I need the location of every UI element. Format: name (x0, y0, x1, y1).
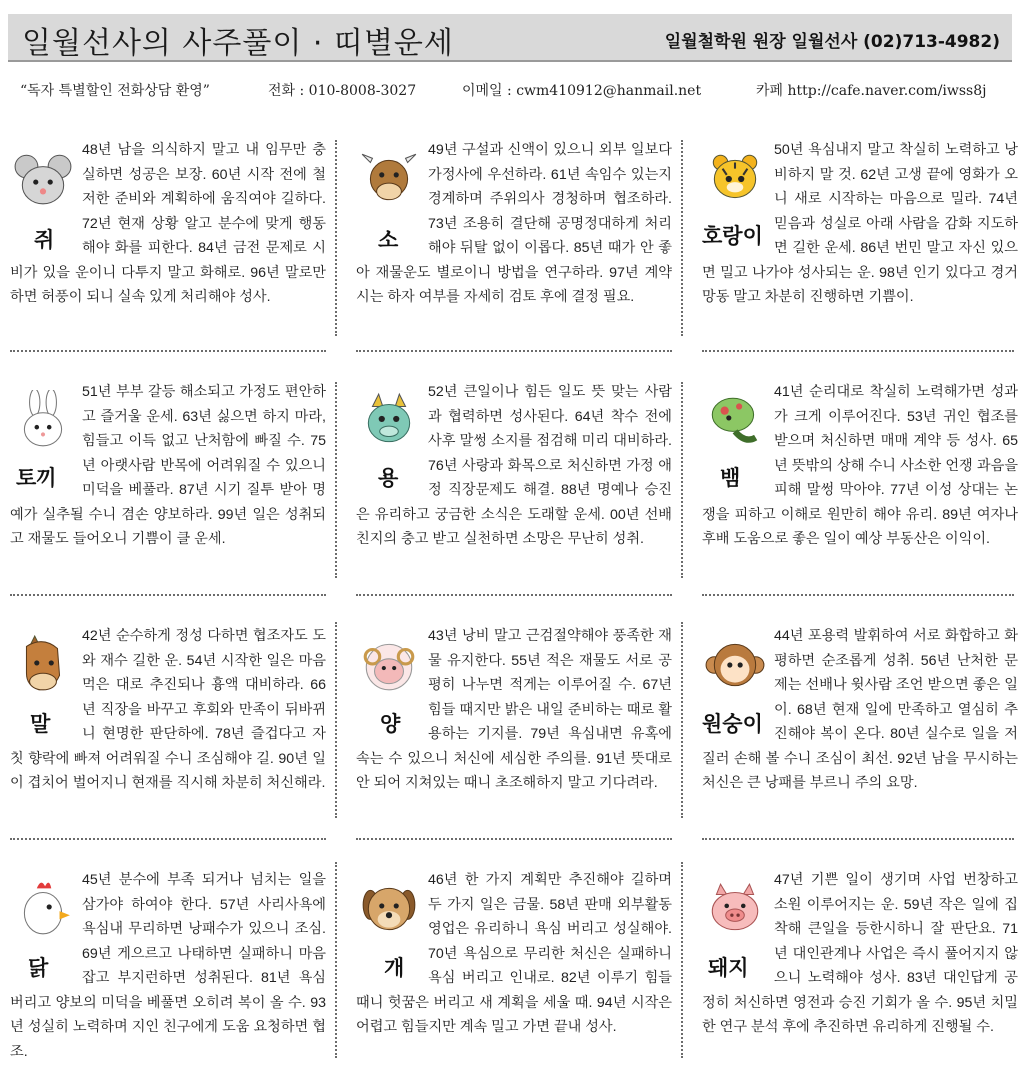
column-divider (681, 622, 683, 818)
zodiac-entry-sheep (356, 624, 672, 844)
dragon-icon (358, 390, 420, 452)
zodiac-name: 말 (30, 712, 51, 736)
rooster-icon (12, 878, 74, 940)
zodiac-fortune: 46년 한 가지 계획만 추진해야 길하며 두 가지 일은 금물. 58년 판매 외부활동 영업은 유리하니 욕심 버리고 성실해야. 70년 욕심으로 무리한 처신은 실패하니 욕심 버리고 인내로. 82년 이루기 힘들 때니 헛꿈은 버리고 새 계획을 세울 때. 94년 시작은 어렵고 힘들지만 계속 밀고 가면 끝내 성사. (356, 872, 672, 1035)
zodiac-name: 돼지 (708, 956, 749, 980)
phone-text: 전화 : 010-8008-3027 (268, 83, 417, 99)
zodiac-fortune: 49년 구설과 신액이 있으니 외부 일보다 가정사에 우선하라. 61년 속임수 있는지 경계하며 주위의사 경청하며 협조하라. 73년 조용히 결단해 공명정대하게 처리해야 뒤탈 없이 이롭다. 85년 때가 안 좋아 재물운도 별로이니 방법을 연구하라. 97년 계약 시는 하자 여부를 자세히 검토 후에 결정 필요. (356, 142, 672, 305)
page-title: 일월선사의 사주풀이 · 띠별운세 (22, 26, 454, 61)
ox-icon (358, 148, 420, 210)
zodiac-entry-tiger (702, 138, 1018, 358)
zodiac-entry-pig (702, 868, 1018, 1088)
zodiac-entry-ox (356, 138, 672, 358)
zodiac-name: 개 (384, 956, 405, 980)
column-divider (335, 862, 337, 1058)
dog-icon (358, 878, 420, 940)
zodiac-entry-horse (10, 624, 326, 844)
zodiac-entry-snake (702, 380, 1018, 600)
zodiac-entry-dragon (356, 380, 672, 600)
zodiac-name: 호랑이 (702, 224, 763, 248)
title-bar (8, 14, 1012, 62)
column-divider (681, 140, 683, 336)
zodiac-name: 닭 (28, 956, 49, 980)
zodiac-name: 양 (380, 712, 401, 736)
rabbit-icon (12, 390, 74, 452)
zodiac-fortune: 41년 순리대로 착실히 노력해가면 성과가 크게 이루어진다. 53년 귀인 협조를 받으며 처신하면 매매 계약 등 성사. 65년 뜻밖의 상해 수니 사소한 언쟁 과음을 피해 말썽 막아야. 77년 이성 상대는 논쟁을 피하고 이해로 원만히 해야 유리. 89년 여자나 후배 도움으로 좋은 일이 예상 부동산은 이익이. (702, 384, 1018, 547)
zodiac-fortune: 44년 포용력 발휘하여 서로 화합하고 화평하면 순조롭게 성취. 56년 난처한 문제는 선배나 윗사람 조언 받으면 좋은 일이. 68년 현재 일에 만족하고 열심히 추진해야 복이 온다. 80년 실수로 일을 저질러 손해 볼 수니 조심이 최선. 92년 남을 무시하는 처신은 큰 낭패를 부르니 주의 요망. (702, 628, 1018, 791)
zodiac-name: 뱀 (720, 466, 741, 490)
column-divider (335, 382, 337, 578)
zodiac-entry-rooster (10, 868, 326, 1088)
mouse-icon (12, 148, 74, 210)
zodiac-entry-rabbit (10, 380, 326, 600)
promo-text: “독자 특별할인 전화상담 환영” (20, 83, 210, 99)
horse-icon (12, 634, 74, 696)
pig-icon (704, 878, 766, 940)
zodiac-fortune: 52년 큰일이나 힘든 일도 뜻 맞는 사람과 협력하면 성사된다. 64년 착수 전에 사후 말썽 소지를 점검해 미리 대비하라. 76년 사랑과 화목으로 처신하면 가정 애정 직장문제도 해결. 88년 명예나 승진은 유리하고 궁금한 소식은 도래할 운세. 00년 선배 친지의 충고 받고 실천하면 소망은 무난히 성취. (356, 384, 672, 547)
zodiac-name: 쥐 (34, 228, 55, 252)
zodiac-entry-rat (10, 138, 326, 358)
column-divider (681, 862, 683, 1058)
zodiac-name: 원숭이 (702, 712, 763, 736)
column-divider (681, 382, 683, 578)
snake-icon (704, 390, 766, 452)
column-divider (335, 140, 337, 336)
cafe-link[interactable]: 카페 http://cafe.naver.com/iwss8j (756, 83, 987, 99)
zodiac-fortune: 48년 남을 의식하지 말고 내 임무만 충실하면 성공은 보장. 60년 시작 전에 철저한 준비와 계획하에 움직여야 길하다. 72년 현재 상황 알고 분수에 맞게 행동해야 화를 피한다. 84년 금전 문제로 시비가 있을 운이니 다투지 말고 화해로. 96년 말로만 하면 허풍이 되니 실속 있게 처리해야 성사. (10, 142, 326, 305)
email-text: 이메일 : cwm410912@hanmail.net (462, 83, 702, 99)
zodiac-fortune: 43년 낭비 말고 근검절약해야 풍족한 재물 유지한다. 55년 적은 재물도 서로 공평히 나누면 적게는 이루어질 수. 67년 힘들 때지만 밝은 내일 준비하는 때로 활용하는 기지를. 79년 욕심내면 유혹에 속는 수 있으니 처신에 세심한 주의를. 91년 뜻대로 안 되어 지쳐있는 때니 초조해하지 말고 기다려라. (356, 628, 672, 791)
sheep-icon (358, 634, 420, 696)
zodiac-fortune: 42년 순수하게 정성 다하면 협조자도 도와 재수 길한 운. 54년 시작한 일은 마음먹은 대로 추진되나 흉액 대비하라. 66년 직장을 바꾸고 후회와 만족이 뒤바뀌니 현명한 판단하에. 78년 즐겁다고 자칫 향락에 빠져 어려워질 수니 조심해야 길. 90년 일이 겹치어 벌어지니 현재를 직시해 차분히 처신해라. (10, 628, 326, 791)
zodiac-fortune: 45년 분수에 부족 되거나 넘치는 일을 삼가야 하여야 한다. 57년 사리사욕에 욕심내 무리하면 낭패수가 있으니 조심. 69년 게으르고 나태하면 실패하니 마음잡고 부지런하면 성취된다. 81년 욕심 버리고 양보의 미덕을 베풀면 오히려 복이 올 수. 93년 성실히 노력하며 지인 친구에게 도움 요청하면 협조. (10, 872, 326, 1060)
owner-info: 일월철학원 원장 일월선사 (02)713-4982) (664, 32, 1000, 52)
zodiac-entry-dog (356, 868, 672, 1088)
zodiac-name: 소 (378, 228, 399, 252)
zodiac-name: 용 (378, 466, 399, 490)
zodiac-name: 토끼 (16, 466, 57, 490)
zodiac-fortune: 47년 기쁜 일이 생기며 사업 번창하고 소원 이루어지는 운. 59년 작은 일에 집착해 큰일을 등한시하니 잘 판단요. 71년 대인관계나 사업은 즉시 풀어지지 않으니 노력해야 성사. 83년 대인답게 공정히 처신하면 영전과 승진 기회가 올 수. 95년 치밀한 연구 분석 후에 추진하면 유리하게 진행될 수. (702, 872, 1018, 1035)
zodiac-entry-monkey (702, 624, 1018, 844)
zodiac-fortune: 51년 부부 갈등 해소되고 가정도 편안하고 즐거울 운세. 63년 싫으면 하지 마라, 힘들고 이득 없고 난처함에 빠질 수. 75년 아랫사람 반목에 어려워질 수 있으니 미덕을 베풀라. 87년 시기 질투 받아 명예가 실추될 수니 겸손 양보하라. 99년 일은 성취되고 재물도 들어오니 기쁨이 클 운세. (10, 384, 326, 547)
zodiac-fortune: 50년 욕심내지 말고 착실히 노력하고 낭비하지 말 것. 62년 고생 끝에 영화가 오니 새로 시작하는 마음으로 밀라. 74년 믿음과 성실로 아래 사람을 감화 지도하면 길한 운세. 86년 번민 말고 자신 있으면 밀고 나가야 성사되는 운. 98년 인기 있다고 경거망동 말고 차분히 진행하면 기쁨이. (702, 142, 1018, 305)
tiger-icon (704, 148, 766, 210)
monkey-icon (704, 634, 766, 696)
column-divider (335, 622, 337, 818)
